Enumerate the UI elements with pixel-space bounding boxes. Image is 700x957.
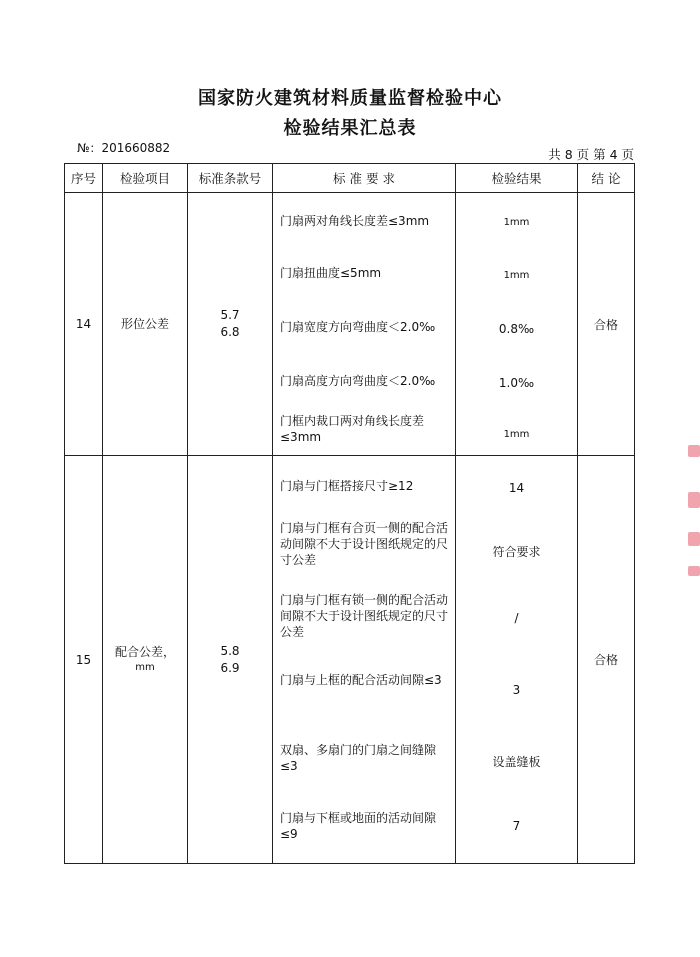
seal-fragment xyxy=(688,445,700,457)
result-value: 3 xyxy=(512,683,521,697)
results-cell xyxy=(456,456,578,864)
header-item: 检验项目 xyxy=(103,164,188,193)
requirements-cell xyxy=(273,456,456,864)
result-value: 1mm xyxy=(503,217,530,228)
table-row xyxy=(65,193,635,456)
table-row xyxy=(65,456,635,864)
conclusion: 合格 xyxy=(578,193,635,456)
conclusion: 合格 xyxy=(578,456,635,864)
requirement-text: 门扇两对角线长度差≤3mm xyxy=(280,214,430,228)
clause-numbers xyxy=(188,456,273,864)
header-result: 检验结果 xyxy=(456,164,578,193)
page-info: 共 8 页 第 4 页 xyxy=(548,147,634,162)
result-value: / xyxy=(514,611,519,625)
result-value: 7 xyxy=(512,819,521,833)
table-header-row xyxy=(65,164,635,193)
requirement-text: 门扇与下框或地面的活动间隙≤9 xyxy=(280,811,437,841)
requirement-text: 门扇与门框有合页一侧的配合活动间隙不大于设计图纸规定的尺寸公差 xyxy=(280,521,449,567)
requirement-text: 门扇与门框搭接尺寸≥12 xyxy=(280,479,414,493)
results-table xyxy=(64,163,635,864)
inspection-item xyxy=(103,456,188,864)
result-value: 14 xyxy=(508,481,525,495)
clause-number: 5.7 xyxy=(220,308,240,322)
inspection-item-unit: mm xyxy=(135,661,155,673)
inspection-item-name: 形位公差 xyxy=(120,317,169,331)
seal-fragment xyxy=(688,532,700,546)
inspection-item-name: 配合公差， xyxy=(114,644,175,659)
result-value: 符合要求 xyxy=(492,545,541,559)
header-conclusion: 结 论 xyxy=(578,164,635,193)
result-value: 设盖缝板 xyxy=(492,755,541,769)
doc-title: 检验结果汇总表 xyxy=(283,118,417,139)
requirement-text: 门框内裁口两对角线长度差≤3mm xyxy=(280,414,425,444)
clause-number: 5.8 xyxy=(220,643,240,658)
inspection-item xyxy=(103,193,188,456)
report-number: №：201660882 xyxy=(77,141,171,155)
requirement-text: 门扇与门框有锁一侧的配合活动间隙不大于设计图纸规定的尺寸公差 xyxy=(280,593,449,639)
clause-number: 6.9 xyxy=(220,660,240,675)
requirement-text: 门扇高度方向弯曲度＜2.0‰ xyxy=(280,374,436,388)
clause-numbers xyxy=(188,193,273,456)
row-number: 15 xyxy=(65,456,103,864)
requirement-text: 门扇与上框的配合活动间隙≤3 xyxy=(280,673,442,687)
result-value: 1mm xyxy=(503,270,530,281)
result-value: 1mm xyxy=(503,429,530,440)
result-value: 1.0‰ xyxy=(498,376,535,390)
requirement-text: 门扇扭曲度≤5mm xyxy=(280,266,382,280)
results-cell xyxy=(456,193,578,456)
row-number: 14 xyxy=(65,193,103,456)
org-title: 国家防火建筑材料质量监督检验中心 xyxy=(198,88,502,109)
requirements-cell xyxy=(273,193,456,456)
header-clause: 标准条款号 xyxy=(188,164,273,193)
requirement-text: 门扇宽度方向弯曲度＜2.0‰ xyxy=(280,320,436,334)
result-value: 0.8‰ xyxy=(498,322,535,336)
header-requirement: 标 准 要 求 xyxy=(273,164,456,193)
clause-number: 6.8 xyxy=(220,325,240,339)
seal-fragment xyxy=(688,566,700,576)
seal-fragment xyxy=(688,492,700,508)
requirement-text: 双扇、多扇门的门扇之间缝隙≤3 xyxy=(280,743,437,773)
header-no: 序号 xyxy=(65,164,103,193)
